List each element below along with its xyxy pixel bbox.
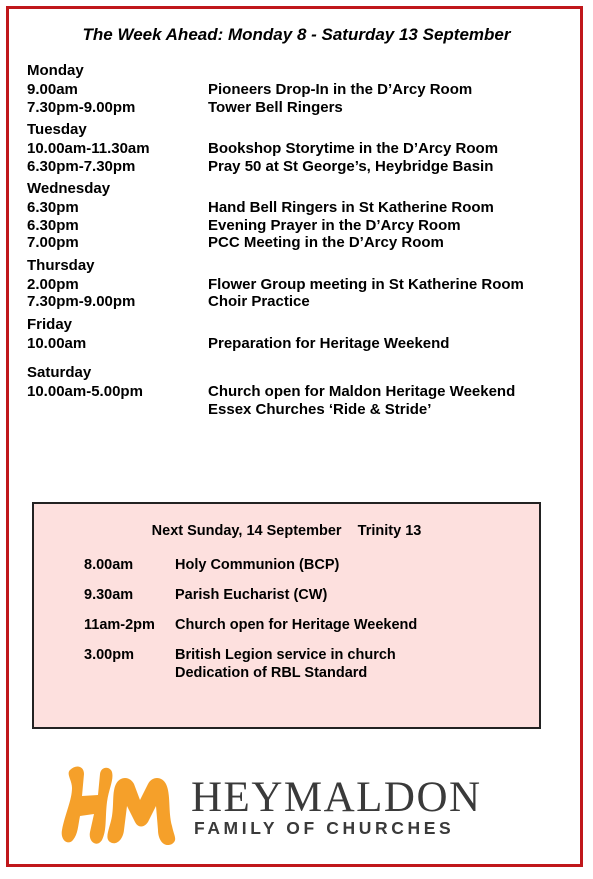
schedule-row	[27, 158, 567, 176]
schedule-row	[27, 234, 567, 252]
day-name: Monday	[27, 62, 84, 79]
service-time: 8.00am	[84, 557, 134, 573]
event-time: 7.30pm-9.00pm	[27, 293, 136, 310]
next-sunday-title: Next Sunday, 14 September Trinity 13	[151, 523, 422, 539]
day-name: Thursday	[27, 256, 95, 274]
day-monday	[27, 62, 567, 116]
event-time: 2.00pm	[27, 275, 79, 293]
schedule-row	[27, 99, 567, 117]
schedule-row	[27, 199, 567, 217]
heymaldon-logo	[60, 762, 530, 846]
service-time: 3.00pm	[84, 647, 134, 663]
service-row	[84, 587, 504, 605]
day-friday	[27, 316, 567, 353]
service-text: Church open for Heritage Weekend	[175, 617, 418, 633]
schedule-row	[27, 276, 567, 294]
event-time: 7.00pm	[27, 234, 79, 251]
logo-tagline: FAMILY OF CHURCHES	[194, 818, 455, 838]
day-name: Friday	[27, 315, 73, 333]
day-name: Wednesday	[27, 180, 111, 197]
schedule-row	[27, 81, 567, 99]
schedule-row	[27, 140, 567, 158]
service-text: Parish Eucharist (CW)	[175, 587, 328, 603]
day-name: Tuesday	[27, 121, 87, 138]
event-text: Church open for Maldon Heritage Weekend	[208, 383, 516, 400]
event-text: Pioneers Drop-In in the D’Arcy Room	[208, 81, 473, 98]
logo-wordmark: HEYMALDON	[191, 774, 482, 821]
event-time: 9.00am	[27, 81, 78, 98]
service-row	[84, 617, 504, 635]
event-text: Preparation for Heritage Weekend	[208, 334, 450, 352]
event-text: Tower Bell Ringers	[208, 98, 343, 116]
schedule-row	[27, 383, 567, 401]
next-sunday-box	[32, 502, 541, 729]
service-row	[84, 557, 504, 575]
service-time: 11am-2pm	[84, 617, 155, 633]
schedule-row	[27, 335, 567, 353]
service-text: British Legion service in church	[175, 647, 396, 663]
service-row	[84, 647, 504, 682]
day-thursday	[27, 257, 567, 311]
service-time: 9.30am	[84, 587, 134, 603]
schedule-row	[27, 293, 567, 311]
event-text: Hand Bell Ringers in St Katherine Room	[208, 199, 494, 216]
event-text: Bookshop Storytime in the D’Arcy Room	[208, 140, 499, 157]
event-time: 6.30pm	[27, 216, 79, 234]
week-schedule	[27, 62, 567, 423]
event-time: 7.30pm-9.00pm	[27, 98, 136, 116]
event-text-continued: Essex Churches ‘Ride & Stride’	[208, 400, 432, 418]
event-time: 10.00am	[27, 334, 87, 352]
schedule-row	[27, 217, 567, 235]
event-time: 10.00am-5.00pm	[27, 383, 143, 400]
event-text: Choir Practice	[208, 293, 310, 310]
day-name: Saturday	[27, 364, 92, 381]
hm-mark-icon	[60, 762, 180, 846]
day-tuesday	[27, 121, 567, 175]
service-text-continued: Dedication of RBL Standard	[175, 664, 368, 681]
event-text: Evening Prayer in the D’Arcy Room	[208, 216, 461, 234]
event-text: Pray 50 at St George’s, Heybridge Basin	[208, 157, 494, 175]
event-time: 10.00am-11.30am	[27, 140, 150, 157]
event-text: PCC Meeting in the D’Arcy Room	[208, 234, 444, 251]
service-text: Holy Communion (BCP)	[175, 557, 340, 573]
event-text: Flower Group meeting in St Katherine Room	[208, 275, 524, 293]
day-saturday	[27, 364, 567, 418]
event-time: 6.30pm-7.30pm	[27, 157, 136, 175]
page-title: The Week Ahead: Monday 8 - Saturday 13 September	[82, 25, 511, 44]
event-time: 6.30pm	[27, 199, 79, 216]
day-wednesday	[27, 180, 567, 252]
